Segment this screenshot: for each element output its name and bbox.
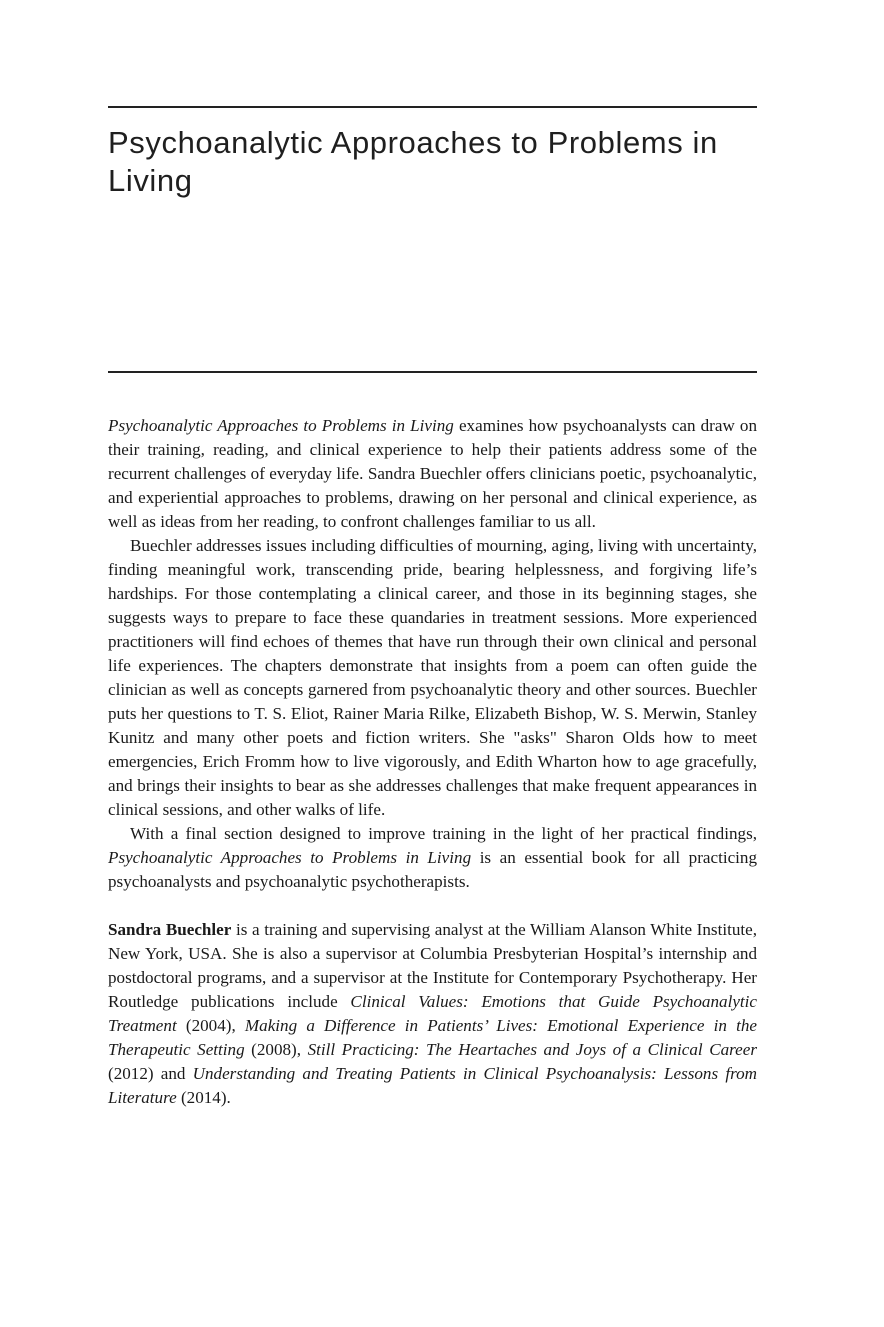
publication-year: (2004), xyxy=(176,1016,245,1035)
publication-title: Making a Difference in Patients’ Lives: Emotional Experience in the Therapeutic Setting xyxy=(108,1016,757,1059)
description-paragraph-1 xyxy=(108,414,757,534)
publication-title: Understanding and Treating Patients in Clinical Psychoanalysis: Lessons from Literature xyxy=(108,1064,757,1107)
description-paragraph-1-text: examines how psychoanalysts can draw on their training, reading, and clinical experience to help their patients address some of the recurrent challenges of everyday life. Sandra Buechler offers clinicians poetic, psychoanalytic, and experiential approaches to problems, drawing on her personal and clinical experience, as well as ideas from her reading, to confront challenges familiar to us all. xyxy=(108,416,757,531)
description-paragraph-3-after: is an essential book for all practicing psychoanalysts and psychoanalytic psychotherapists. xyxy=(108,848,758,891)
bio-text: is a training and supervising analyst at the William Alanson White Institute, New York, USA. She is also a supervisor at Columbia Presbyterian Hospital’s internship and postdoctoral programs, and a supervisor at the Institute for Contemporary Psychotherapy. Her Routledge publications include xyxy=(108,920,757,1011)
book-page xyxy=(108,0,757,1327)
book-title: Psychoanalytic Approaches to Problems in Living xyxy=(108,125,718,198)
publication-year: (2008), xyxy=(244,1040,308,1059)
publication-title: Clinical Values: Emotions that Guide Psychoanalytic Treatment xyxy=(108,992,757,1035)
author-name: Sandra Buechler xyxy=(108,920,232,939)
book-title-italic: Psychoanalytic Approaches to Problems in Living xyxy=(108,416,454,435)
publication-title: Still Practicing: The Heartaches and Joys of a Clinical Career xyxy=(307,1040,757,1059)
publication-year: (2014). xyxy=(176,1088,231,1107)
top-rule xyxy=(108,106,757,108)
description-paragraph-3 xyxy=(108,822,757,894)
book-description xyxy=(108,414,757,1110)
description-paragraph-2: Buechler addresses issues including difficulties of mourning, aging, living with uncertainty, finding meaningful work, transcending pride, bearing helplessness, and forgiving life’s hardships. For those contemplating a clinical career, and those in its beginning stages, she suggests ways to prepare to face these quandaries in treatment sessions. More experienced practitioners will find echoes of themes that have run through their own clinical and personal life experiences. The chapters demonstrate that insights from a poem can often guide the clinician as well as concepts garnered from psychoanalytic theory and other sources. Buechler puts her questions to T. S. Eliot, Rainer Maria Rilke, Elizabeth Bishop, W. S. Merwin, Stanley Kunitz and many other poets and fiction writers. She "asks" Sharon Olds how to meet emergencies, Erich Fromm how to live vigorously, and Edith Wharton how to age gracefully, and brings their insights to bear as she addresses challenges that make frequent appearances in clinical sessions, and other walks of life. xyxy=(108,536,757,819)
author-bio xyxy=(108,918,757,1110)
description-paragraph-3-before: With a final section designed to improve training in the light of her practical findings, xyxy=(130,824,757,843)
publication-year: (2012) and xyxy=(108,1064,193,1083)
book-title-italic: Psychoanalytic Approaches to Problems in Living xyxy=(108,848,472,867)
bottom-rule xyxy=(108,371,757,373)
